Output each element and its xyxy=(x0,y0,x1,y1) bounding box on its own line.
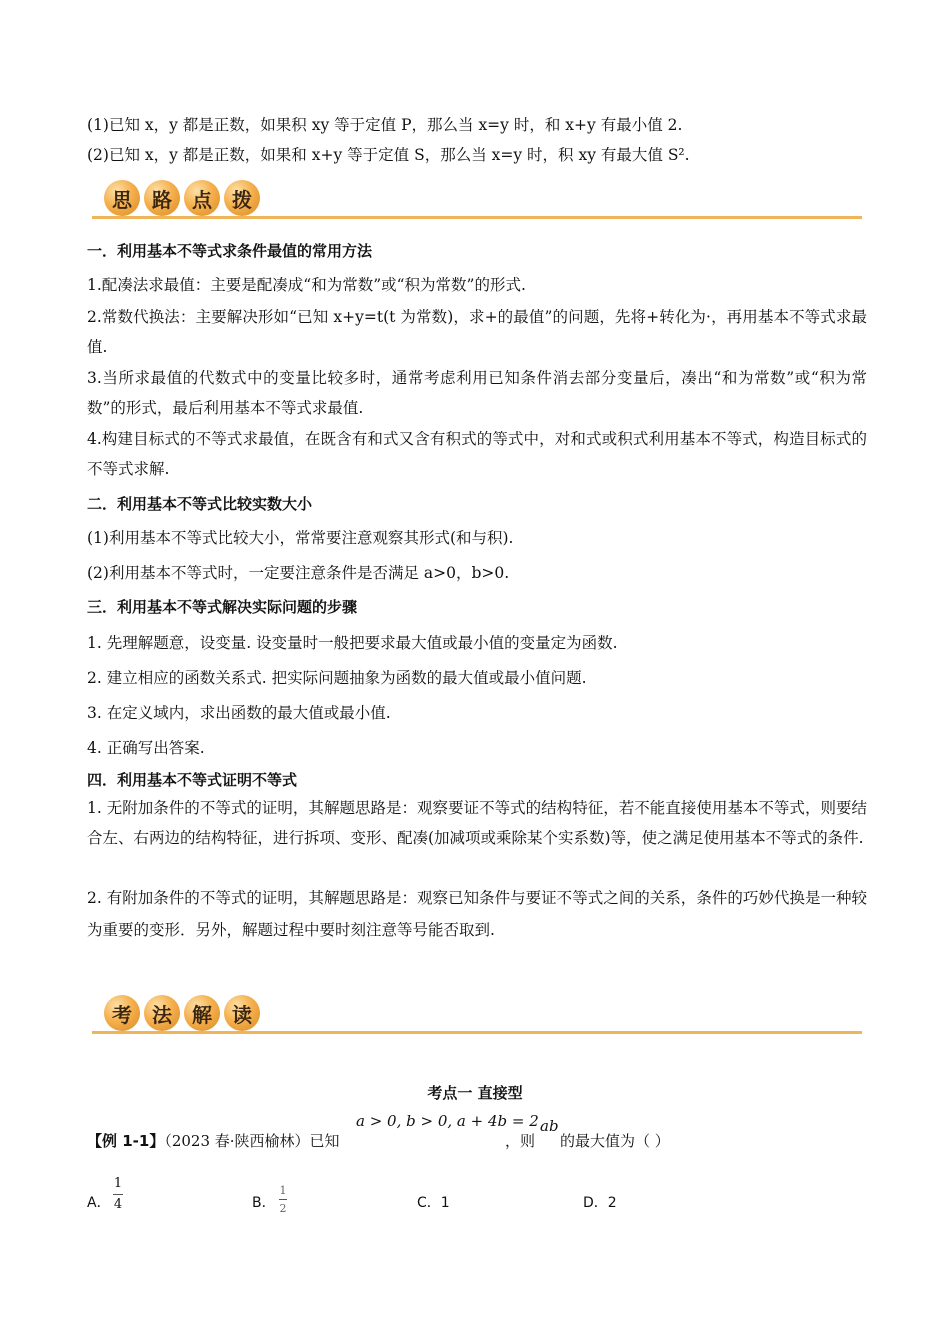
section-1-item-3: 3.当所求最值的代数式中的变量比较多时，通常考虑利用已知条件消去部分变量后，凑出“和为常数”或“积为常数”的形式，最后利用基本不等式求最值. xyxy=(87,369,867,417)
section-banner-kaofa xyxy=(92,995,862,1041)
option-b-fraction xyxy=(279,1184,287,1215)
section-1-title: 一．利用基本不等式求条件最值的常用方法 xyxy=(87,242,373,260)
banner-char: 路 xyxy=(144,180,180,216)
banner-char: 拨 xyxy=(224,180,260,216)
example-source: （2023 春·陕西榆林）已知 xyxy=(164,1132,340,1150)
option-c[interactable] xyxy=(417,1192,450,1212)
example-tag: 【例 1-1】 xyxy=(87,1132,165,1150)
banner-char: 解 xyxy=(184,995,220,1031)
kaodian-heading: 考点一 直接型 xyxy=(427,1084,523,1102)
section-3-item-4: 4. 正确写出答案. xyxy=(87,739,205,757)
option-d-value: 2 xyxy=(607,1195,617,1211)
section-1-item-2: 2.常数代换法：主要解决形如“已知 x+y=t(t 为常数)，求+的最值”的问题，先将+转化为·，再用基本不等式求最值. xyxy=(87,308,867,356)
option-d-label: D． xyxy=(583,1195,608,1211)
option-d[interactable] xyxy=(583,1192,617,1212)
banner-char: 读 xyxy=(224,995,260,1031)
section-2-item-1: (1)利用基本不等式比较大小，常常要注意观察其形式(和与积). xyxy=(87,529,514,547)
section-4-item-1: 1. 无附加条件的不等式的证明，其解题思路是：观察要证不等式的结构特征，若不能直接使用基本不等式，则要结合左、右两边的结构特征，进行拆项、变形、配凑(加减项或乘除某个实系数)等，使之满足使用基本不等式的条件. xyxy=(87,799,867,847)
section-1-item-1: 1.配凑法求最值：主要是配凑成“和为常数”或“积为常数”的形式. xyxy=(87,276,526,294)
option-c-value: 1 xyxy=(440,1195,450,1211)
banner-char: 法 xyxy=(144,995,180,1031)
section-3-item-3: 3. 在定义域内，求出函数的最大值或最小值. xyxy=(87,704,391,722)
example-line xyxy=(87,1130,340,1151)
section-2-item-2: (2)利用基本不等式时，一定要注意条件是否满足 a>0，b>0. xyxy=(87,564,510,582)
intro-line-2: (2)已知 x，y 都是正数，如果和 x+y 等于定值 S，那么当 x=y 时，积 xy 有最大值 S². xyxy=(87,146,690,164)
section-3-item-2: 2. 建立相应的函数关系式. 把实际问题抽象为函数的最大值或最小值问题. xyxy=(87,669,587,687)
fraction-numerator: 1 xyxy=(113,1176,123,1191)
fraction-numerator: 1 xyxy=(279,1184,287,1197)
banner-char: 思 xyxy=(104,180,140,216)
example-tail: 的最大值为（ ） xyxy=(560,1132,670,1150)
fraction-denominator: 4 xyxy=(113,1197,123,1212)
section-3-title: 三．利用基本不等式解决实际问题的步骤 xyxy=(87,598,358,616)
banner-char: 点 xyxy=(184,180,220,216)
section-3-item-1: 1. 先理解题意，设变量. 设变量时一般把要求最大值或最小值的变量定为函数. xyxy=(87,634,618,652)
banner-rule xyxy=(92,216,862,219)
fraction-bar xyxy=(113,1194,123,1195)
intro-line-1: (1)已知 x，y 都是正数，如果积 xy 等于定值 P，那么当 x=y 时，和 x+y 有最小值 2. xyxy=(87,116,683,134)
section-4-item-2: 2. 有附加条件的不等式的证明，其解题思路是：观察已知条件与要证不等式之间的关系，条件的巧妙代换是一种较为重要的变形．另外，解题过程中要时刻注意等号能否取到. xyxy=(87,889,867,939)
fraction-bar xyxy=(279,1199,287,1200)
banner-char: 考 xyxy=(104,995,140,1031)
example-mid: ，则 xyxy=(505,1132,536,1150)
option-c-label: C． xyxy=(417,1195,441,1211)
section-1-item-4: 4.构建目标式的不等式求最值，在既含有和式又含有积式的等式中，对和式或积式利用基本不等式，构造目标式的不等式求解. xyxy=(87,430,867,478)
option-a-label[interactable]: A． xyxy=(87,1195,111,1211)
example-condition: a > 0, b > 0, a + 4b = 2 xyxy=(356,1112,539,1130)
example-target-expression: ab xyxy=(540,1117,559,1135)
section-4-title: 四．利用基本不等式证明不等式 xyxy=(87,771,298,789)
option-b-label[interactable]: B． xyxy=(252,1195,276,1211)
option-a-fraction xyxy=(113,1176,123,1213)
section-2-title: 二．利用基本不等式比较实数大小 xyxy=(87,495,313,513)
fraction-denominator: 2 xyxy=(279,1202,287,1215)
section-banner-silu xyxy=(92,180,862,226)
banner-rule xyxy=(92,1031,862,1034)
